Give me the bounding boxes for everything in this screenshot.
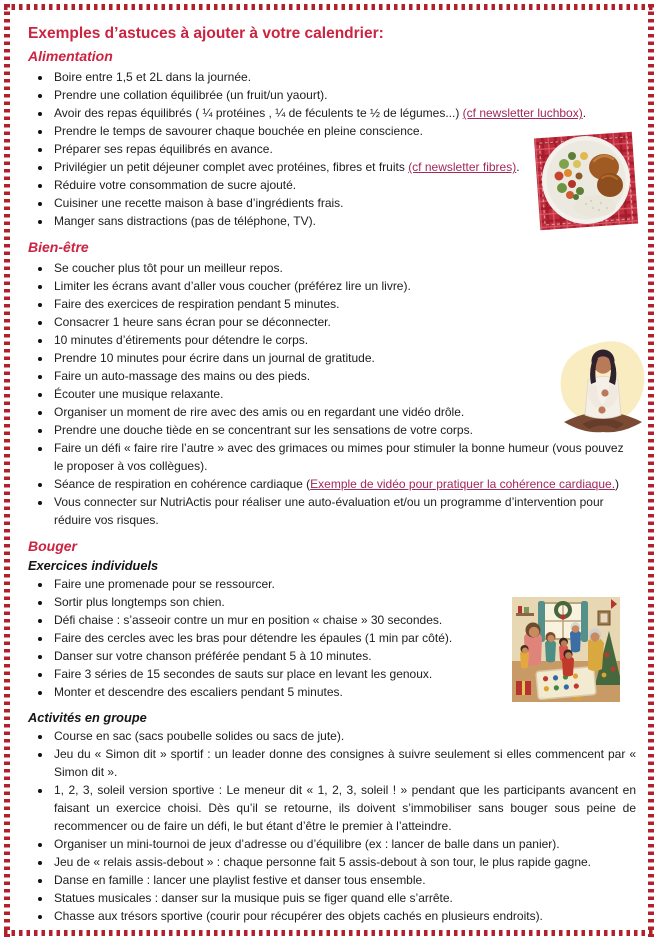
- item-suffix: .: [516, 160, 520, 175]
- item-text: Jeu du « Simon dit » sportif : un leader donne des consignes à suivre seulement si elles commencent par « Simon dit ».: [54, 747, 636, 780]
- list-item: [52, 313, 636, 331]
- food-plate-image: [531, 126, 641, 239]
- item-text: Avoir des repas équilibrés ( ¼ protéines , ¼ de féculents te ½ de légumes...): [54, 106, 463, 121]
- item-text: Séance de respiration en cohérence cardiaque (: [54, 476, 311, 491]
- family-game-graphic: [512, 597, 620, 702]
- item-text: Préparer ses repas équilibrés en avance.: [54, 142, 273, 157]
- meditation-graphic: [552, 334, 654, 444]
- list-item: [52, 331, 636, 349]
- item-text: Organiser un moment de rire avec des amis ou en regardant une vidéo drôle.: [54, 404, 465, 419]
- item-text: Prendre le temps de savourer chaque bouchée en pleine conscience.: [54, 124, 423, 139]
- stitched-border-left: [4, 4, 10, 937]
- item-text: Faire des cercles avec les bras pour détendre les épaules (1 min par côté).: [54, 631, 453, 646]
- item-suffix: .: [582, 106, 587, 121]
- item-text: Se coucher plus tôt pour un meilleur repos.: [54, 260, 283, 275]
- list-item: [52, 493, 636, 529]
- item-text: 10 minutes d’étirements pour détendre le corps.: [54, 332, 309, 347]
- list-item: [52, 68, 636, 86]
- item-text: Course en sac (sacs poubelle solides ou sacs de jute).: [54, 729, 345, 744]
- item-text: Danser sur votre chanson préférée pendant 5 à 10 minutes.: [54, 649, 372, 664]
- item-text: Sortir plus longtemps son chien.: [54, 595, 225, 610]
- list-item: [52, 277, 636, 295]
- list-item: [52, 259, 636, 277]
- list-item: [52, 781, 636, 835]
- list-item: [52, 853, 636, 871]
- list-item: [52, 907, 636, 925]
- coherence-cardiaque-video-link[interactable]: Exemple de vidéo pour pratiquer la cohérence cardiaque.: [310, 476, 616, 491]
- item-text: Statues musicales : danser sur la musique puis se figer quand elle s’arrête.: [54, 891, 453, 906]
- list-item: [52, 475, 636, 493]
- list-item: [52, 349, 636, 367]
- list-item: [52, 385, 636, 403]
- item-text: Faire 3 séries de 15 secondes de sauts sur place en levant les genoux.: [54, 667, 433, 682]
- list-item: [52, 86, 636, 104]
- item-text: Organiser un mini-tournoi de jeux d’adresse ou d’équilibre (ex : lancer de balle dans un panier).: [54, 837, 560, 852]
- list-item: [52, 871, 636, 889]
- list-item: [52, 439, 636, 475]
- stitched-border-right: [648, 4, 654, 937]
- list-item: [52, 889, 636, 907]
- section-heading-alimentation: Alimentation: [28, 48, 113, 65]
- item-text: Limiter les écrans avant d’aller vous coucher (préférez lire un livre).: [54, 278, 411, 293]
- list-item: [52, 575, 636, 593]
- page-title: Exemples d’astuces à ajouter à votre calendrier:: [28, 25, 384, 42]
- stitched-border-bottom: [4, 930, 655, 936]
- list-item: [52, 727, 636, 745]
- list-item: [52, 835, 636, 853]
- item-text: Réduire votre consommation de sucre ajouté.: [54, 178, 297, 193]
- item-text: Défi chaise : s’asseoir contre un mur en position « chaise » 30 secondes.: [54, 613, 443, 628]
- item-text: Cuisiner une recette maison à base d’ingrédients frais.: [54, 196, 344, 211]
- subsection-heading-exercices-individuels: Exercices individuels: [28, 557, 159, 573]
- list-item: [52, 104, 636, 122]
- item-text: Manger sans distractions (pas de téléphone, TV).: [54, 214, 316, 229]
- family-game-illustration: [512, 597, 620, 707]
- newsletter-fibres-link[interactable]: (cf newsletter fibres): [408, 160, 517, 175]
- item-text: Jeu de « relais assis-debout » : chaque personne fait 5 assis-debout à son tour, le plus rapide gagne.: [54, 855, 592, 870]
- bien-etre-list: [28, 259, 636, 529]
- item-text: Écouter une musique relaxante.: [54, 386, 224, 401]
- item-suffix: ): [615, 476, 620, 491]
- item-text: Prendre une collation équilibrée (un fruit/un yaourt).: [54, 88, 328, 103]
- food-plate-graphic: [531, 126, 641, 234]
- activites-groupe-list: [28, 727, 636, 925]
- item-text: Monter et descendre des escaliers pendant 5 minutes.: [54, 685, 343, 700]
- meditation-illustration: [552, 334, 654, 449]
- subsection-heading-activites-en-groupe: Activités en groupe: [28, 710, 147, 726]
- newsletter-lunchbox-link[interactable]: (cf newsletter luchbox): [462, 106, 583, 121]
- item-text: Faire une promenade pour se ressourcer.: [54, 577, 275, 592]
- item-text: Boire entre 1,5 et 2L dans la journée.: [54, 70, 252, 85]
- item-text: Prendre 10 minutes pour écrire dans un journal de gratitude.: [54, 350, 375, 365]
- stitched-border-top: [4, 4, 655, 10]
- list-item: [52, 421, 636, 439]
- item-text: Faire des exercices de respiration pendant 5 minutes.: [54, 296, 340, 311]
- item-text: 1, 2, 3, soleil version sportive : Le meneur dit « 1, 2, 3, soleil ! » pendant que les participants avancent en faisant un exercice choisi. Dès qu’il se retourne, ils doivent s’immobiliser sans bouger sous peine de recommencer ou de faire un défi, le but étant d’être le premier à l’atteindre.: [54, 783, 636, 834]
- section-heading-bouger: Bouger: [28, 537, 77, 554]
- item-text: Privilégier un petit déjeuner complet avec protéines, fibres et fruits: [54, 160, 409, 175]
- item-text: Faire un auto-massage des mains ou des pieds.: [54, 368, 311, 383]
- list-item: [52, 367, 636, 385]
- item-text: Consacrer 1 heure sans écran pour se déconnecter.: [54, 314, 331, 329]
- list-item: [52, 745, 636, 781]
- item-text: Chasse aux trésors sportive (courir pour récupérer des objets cachés en plusieurs endroits).: [54, 909, 543, 924]
- item-text: Faire un défi « faire rire l’autre » avec des grimaces ou mimes pour stimuler la bonne humeur (vous pouvez le proposer à vos collègues).: [54, 440, 624, 473]
- item-text: Vous connecter sur NutriActis pour réaliser une auto-évaluation et/ou un programme d’intervention pour réduire vos risques.: [54, 494, 604, 527]
- section-heading-bien-etre: Bien-être: [28, 239, 89, 256]
- item-text: Prendre une douche tiède en se concentrant sur les sensations de votre corps.: [54, 422, 473, 437]
- item-text: Danse en famille : lancer une playlist festive et danser tous ensemble.: [54, 873, 426, 888]
- list-item: [52, 403, 636, 421]
- list-item: [52, 295, 636, 313]
